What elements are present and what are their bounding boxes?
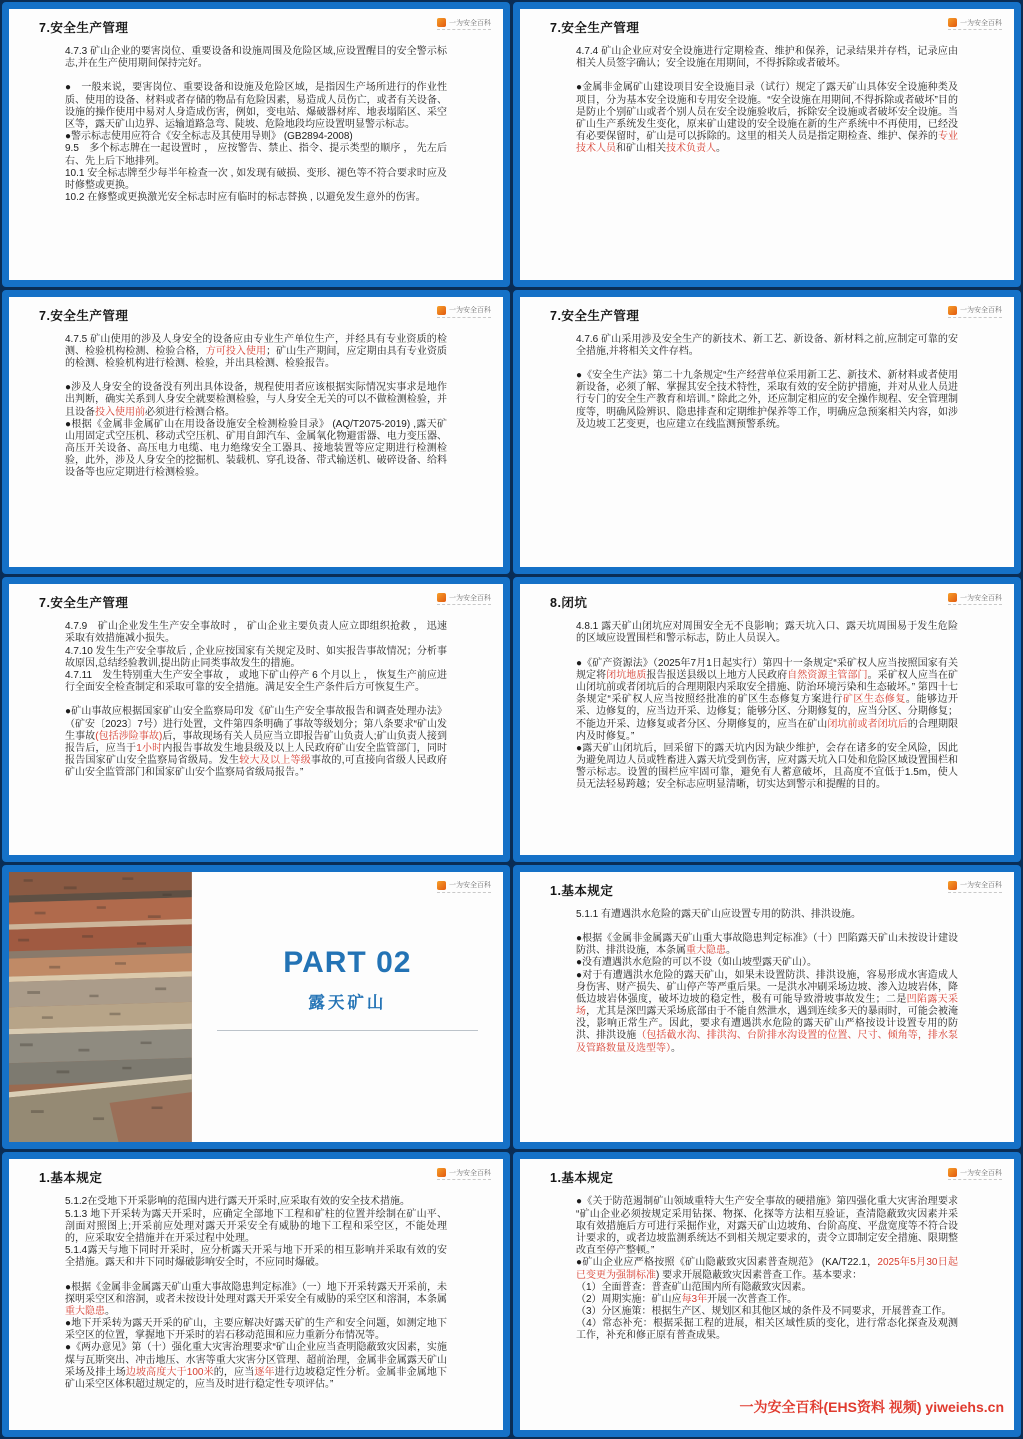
text-run: ●警示标志使用应符合《安全标志及其使用导则》 (GB2894-2008) <box>65 131 353 143</box>
text-run: 。 <box>716 143 726 155</box>
slide <box>513 2 1021 287</box>
paragraph <box>65 621 447 645</box>
paragraph <box>576 933 958 957</box>
red-highlight: 矿区生态修复 <box>842 694 906 706</box>
logo-mark-icon <box>948 1168 957 1177</box>
paragraph <box>65 131 447 143</box>
paragraph <box>576 82 958 155</box>
paragraph <box>576 46 958 70</box>
text-run: 9.5 多个标志牌在一起设置时 ， 应按警告、禁止、指令、提示类型的顺序 ， 先左后右、先上后下地排列。 <box>65 143 447 167</box>
brand-name: 一为安全百科 <box>960 19 1002 27</box>
slide-title: 1.基本规定 <box>550 1171 614 1186</box>
red-highlight: 自然资源主管部门 <box>787 669 868 681</box>
brand-name: 一为安全百科 <box>960 882 1002 890</box>
red-highlight: 边坡高度大于100米 <box>125 1366 214 1378</box>
slide-body <box>65 334 447 480</box>
paragraph <box>65 143 447 167</box>
paragraph <box>65 82 447 131</box>
text-run: ●根据《金属非金属露天矿山重大事故隐患判定标准》（十）凹陷露天矿山未按设计建设防洪、排洪设施，本条属 <box>576 932 958 957</box>
slide-header <box>520 584 1014 611</box>
slide-header <box>9 1159 503 1186</box>
text-run: 。能够边开采、边修复的，应当边开采、边修复；能够分区、分期修复的，应当分区、分期修复；不能边开采、边修复或者分区、分期修复的，应当在矿山 <box>576 694 958 730</box>
part-subtitle: 露天矿山 <box>308 993 387 1012</box>
brand-logo <box>437 306 491 318</box>
brand-logo <box>948 18 1002 30</box>
slide-header <box>520 9 1014 36</box>
slide-title: 1.基本规定 <box>550 883 614 898</box>
paragraph <box>576 1318 958 1342</box>
slide-body <box>65 1196 447 1391</box>
divider-rule <box>217 1030 478 1031</box>
text-run: ●《安全生产法》第二十九条规定“生产经营单位采用新工艺、新技术、新材料或者使用新设备，必须了解、掌握其安全技术特性，采取有效的安全防护措施，并对从业人员进行专门的安全生产教育和培训。” 除此之外，还应制定相应的安全操作规程、安全管理制度等，明确风险辨识、隐患排查和定期维护保养等工作，明确应急预案相关内容，如涉及边坡工艺变更，也应建立在线监测预警系统。 <box>576 369 958 430</box>
paragraph <box>65 1318 447 1342</box>
text-run: 10.1 安全标志牌至少每半年检查一次 , 如发现有破损、变形、褪色等不符合要求时应及时修整或更换。 <box>65 167 447 191</box>
paragraph <box>65 419 447 480</box>
logo-mark-icon <box>948 593 957 602</box>
brand-name: 一为安全百科 <box>449 594 491 602</box>
text-run: 后，事故现场有关人员应当立即报告矿山负责人;矿山负责人接到报告后，应当于 <box>65 730 447 754</box>
slide-body <box>576 334 958 431</box>
slide <box>513 290 1021 575</box>
text-run: 和矿山相关 <box>616 143 666 155</box>
text-run: 4.7.4 矿山企业应对安全设施进行定期检查、维护和保养，记录结果并存档，记录应由相关人员签字确认；安全设施在用期间，不得拆除或者破坏。 <box>576 46 958 70</box>
text-run: 4.7.11 发生特别重大生产安全事故 ， 或地下矿山停产 6 个月以上 ， 恢复生产前应进行全面安全检查制定和采取可靠的安全措施。满足安全生产条件后方可恢复生产。 <box>65 669 447 694</box>
brand-name: 一为安全百科 <box>449 882 491 890</box>
text-run: 。 <box>726 945 736 957</box>
text-run: 4.7.3 矿山企业的要害岗位、重要设备和设施周围及危险区域,应设置醒目的安全警示标志,并在生产使用期间保持完好。 <box>65 46 447 70</box>
paragraph <box>65 382 447 419</box>
section-divider-slide <box>2 865 510 1150</box>
logo-mark-icon <box>948 306 957 315</box>
red-highlight: 较大及以上等级 <box>239 755 311 767</box>
slide <box>513 865 1021 1150</box>
paragraph <box>65 168 447 192</box>
watermark-text: 一为安全百科(EHS资料 视频) yiweiehs.cn <box>739 1399 1004 1415</box>
red-highlight: (包括涉险事故) <box>95 730 163 742</box>
text-run: 进行边坡稳定性分析。金属非金属地下矿山采空区体积超过规定的，应当及时进行稳定性专项评估。” <box>65 1366 448 1391</box>
brand-logo <box>437 593 491 605</box>
text-run: ● 一般来说，要害岗位、重要设备和设施及危险区域，是指因生产场所进行的作业性质、使用的设备、材料或者存储的物品有危险因素，易造成人员伤亡，或者有关设备、设施的操作使用中易对人身造成伤害，例如，变电站、爆破器材库、地表塌陷区、采空区等，露天矿山边界、运输道路急弯、陡坡、危险地段均应设置明显警示标志。 <box>65 82 447 130</box>
slide <box>2 2 510 287</box>
logo-mark-icon <box>437 306 446 315</box>
text-run: 4.7.10 发生生产安全事故后 , 企业应按国家有关规定及时、如实报告事故情况；分析事故原因,总结经验教训,提出防止同类事故发生的措施。 <box>65 645 447 669</box>
text-run: 5.1.1 有遭遇洪水危险的露天矿山应设置专用的防洪、排洪设施。 <box>576 908 862 920</box>
slide-title: 7.安全生产管理 <box>39 21 129 35</box>
text-run: 事故的,可直接向省级人民政府矿山安全监管部门和国家矿山安个监察局省级局报告。” <box>65 755 448 779</box>
brand-logo <box>948 1168 1002 1180</box>
slide <box>513 1152 1021 1437</box>
paragraph <box>576 1306 958 1318</box>
text-run: ●矿山企业应严格按照《矿山隐蔽致灾因素普查规范》 (KA/T22.1， <box>576 1257 878 1269</box>
text-run: 4.8.1 露天矿山闭坑应对周围安全无不良影响；露天坑入口、露天坑周围易于发生危险的区域应设置围栏和警示标志，防止人员误入。 <box>576 621 958 645</box>
logo-mark-icon <box>437 593 446 602</box>
paragraph <box>65 1282 447 1319</box>
slide-header <box>9 9 503 36</box>
divider-panel <box>192 872 503 1143</box>
slide-title: 7.安全生产管理 <box>550 308 640 323</box>
slide <box>2 1152 510 1437</box>
logo-mark-icon <box>437 881 446 890</box>
text-run: ●《矿产资源法》（2025年7月1日起实行）第四十一条规定“采矿权人应当按照国家有关规定将 <box>576 657 958 681</box>
text-run: 。 <box>671 1042 681 1054</box>
paragraph <box>65 46 447 70</box>
paragraph <box>65 706 447 779</box>
text-run: （1）全面普查：普查矿山范围内所有隐蔽致灾因素。 <box>576 1281 812 1293</box>
red-highlight: 每3年 <box>681 1293 708 1305</box>
slide-header <box>520 1159 1014 1186</box>
paragraph <box>65 1196 447 1208</box>
text-run: ；矿山生产期间，应定期由具有专业资质的检测、检验机构进行检测、检验，并出具检测、检验报告。 <box>65 345 448 369</box>
red-highlight: 投入使用前 <box>95 406 145 418</box>
paragraph <box>576 334 958 358</box>
text-run: （4）常态补充：根据采掘工程的进展，相关区域性质的变化，进行常态化探查及观测工作，补充和修正原有普查成果。 <box>576 1318 958 1342</box>
paragraph <box>576 370 958 431</box>
red-highlight: 闭坑地质 <box>606 669 647 681</box>
text-run: ) 要求开展隐蔽致灾因素普查工作。基本要求： <box>656 1269 863 1281</box>
paragraph <box>576 970 958 1055</box>
slide-header <box>520 872 1014 899</box>
red-highlight: 方可投入使用 <box>205 345 267 357</box>
brand-name: 一为安全百科 <box>449 1169 491 1177</box>
paragraph <box>65 646 447 670</box>
text-run: 4.7.9 矿山企业发生生产安全事故时 ， 矿山企业主要负责人应立即组织抢救 ， 迅速采取有效措施减小损失。 <box>65 621 447 645</box>
text-run: ●没有遭遇洪水危险的可以不设（如山坡型露天矿山）。 <box>576 957 818 969</box>
paragraph <box>65 670 447 694</box>
text-run: ●矿山事故应根据国家矿山安全监察局印发《矿山生产安全事故报告和调查处理办法》（矿安〔2023〕7号）进行处置，文件第四条明确了事故等级划分；第八条要求“矿山发生事故 <box>65 706 447 742</box>
brand-logo <box>948 881 1002 893</box>
text-run: 必须进行检测合格。 <box>145 406 235 418</box>
slide-header <box>9 584 503 611</box>
paragraph <box>65 1209 447 1246</box>
text-run: 5.1.4露天与地下同时开采时，应分析露天开采与地下开采的相互影响并采取有效的安全措施。露天和井下同时爆破影响安全时，不应同时爆破。 <box>65 1245 447 1269</box>
paragraph <box>65 192 447 204</box>
slide-title: 7.安全生产管理 <box>39 596 129 611</box>
paragraph <box>576 658 958 743</box>
red-highlight: 重大隐患 <box>686 945 726 957</box>
red-highlight: （包括截水沟、排洪沟、台阶排水沟设置的位置、尺寸、倾角等，排水泵及管路数量及选型等） <box>576 1030 959 1054</box>
red-highlight: 技术负责人 <box>666 143 716 155</box>
red-highlight: 1小时 <box>136 742 163 754</box>
slide-header <box>9 297 503 324</box>
paragraph <box>576 1196 958 1257</box>
paragraph <box>576 957 958 969</box>
text-run: ●地下开采转为露天开采的矿山，主要应解决好露天矿的生产和安全问题，如测定地下采空区的位置，掌握地下开采时的岩石移动范围和应力重新分布情况等。 <box>65 1318 447 1342</box>
red-highlight: 闭坑前或者闭坑后 <box>827 718 908 730</box>
red-highlight: 逐年 <box>254 1366 275 1378</box>
paragraph <box>576 1282 958 1294</box>
brand-logo <box>948 306 1002 318</box>
slide-body <box>65 621 447 779</box>
slide-body <box>576 909 958 1055</box>
open-pit-mine-photo <box>9 872 192 1143</box>
text-run: ●涉及人身安全的设备没有列出具体设备，规程使用者应该根据实际情况实事求是地作出判断，确实关系到人身安全就要检测检验，与人身安全无关的可以不做检测检验，并且设备 <box>65 382 447 418</box>
text-run: 的，应当 <box>213 1366 255 1378</box>
text-run: ●《关于防范遏制矿山领域重特大生产安全事故的硬措施》第四强化重大灾害治理要求“矿山企业必须按规定采用钻探、物探、化探等方法相互验证，查清隐蔽致灾因素并采取有效措施后方可进行采掘作业，对露天矿山边坡角、台阶高度、平盘宽度等不符合设计要求的，或者边坡监测系统达不到相关规定要求的，责令立即制定安全措施、限期整改直至停产整顿。” <box>576 1196 958 1257</box>
slide <box>2 577 510 862</box>
brand-name: 一为安全百科 <box>960 594 1002 602</box>
brand-name: 一为安全百科 <box>449 19 491 27</box>
brand-logo <box>437 18 491 30</box>
text-run: （2）周期实施：矿山应 <box>576 1293 682 1305</box>
brand-logo <box>437 881 491 893</box>
slide-title: 1.基本规定 <box>39 1171 103 1186</box>
text-run: ●金属非金属矿山建设项目安全设施目录（试行）规定了露天矿山具体安全设施种类及项目，分为基本安全设施和专用安全设施。“安全设施在用期间,不得拆除或者破坏”目的是防止个别矿山或者个别人员在安全设施验收后，拆除安全设施或者破坏安全设施。当矿山生产系统发生变化，原来矿山建设的安全设施在新的生产系统中不再使用，已经没有必要保留时，矿山是可以拆除的。这里的相关人员是指定期检查、维护、保养的 <box>576 82 958 143</box>
text-run: ●根据《金属非金属露天矿山重大事故隐患判定标准》（一）地下开采转露天开采前，未探明采空区和溶洞，或者未按设计处理对露天开采安全有威胁的采空区和溶洞，本条属 <box>65 1281 447 1305</box>
logo-mark-icon <box>948 18 957 27</box>
text-run: （3）分区施策：根据生产区、规划区和其他区域的条件及不同要求，开展普查工作。 <box>576 1306 952 1318</box>
text-run: 开展一次普查工作。 <box>707 1293 798 1305</box>
brand-logo <box>948 593 1002 605</box>
slide <box>2 290 510 575</box>
text-run: 10.2 在修整或更换激光安全标志时应有临时的标志替换 , 以避免发生意外的伤害。 <box>65 192 426 204</box>
red-highlight: 专业技术人员 <box>576 131 959 155</box>
logo-mark-icon <box>437 18 446 27</box>
part-number-title: PART 02 <box>283 945 412 979</box>
text-run: 5.1.3 地下开采转为露天开采时，应确定全部地下工程和矿柱的位置并绘制在矿山平、剖面对照图上;开采前应处理对露天开采安全有威胁的地下工程和采空区，不能处理的，应采取安全措施并在开采过程中处理。 <box>65 1208 447 1244</box>
logo-mark-icon <box>948 881 957 890</box>
text-run: 。 <box>105 1305 115 1317</box>
slide-title: 7.安全生产管理 <box>39 308 129 323</box>
text-run: ●《两办意见》第（十）强化重大灾害治理要求“矿山企业应当查明隐蔽致灾因素，实施煤与瓦斯突出、冲击地压、水害等重大灾害分区管理、超前治理，金属非金属露天矿山采场及排土场 <box>65 1342 447 1378</box>
text-run: 内报告事故发生地县级及以上人民政府矿山安全监管部门，同时报告国家矿山安全监察局省级局。发生 <box>65 742 448 767</box>
paragraph <box>576 621 958 645</box>
slide-body <box>576 621 958 791</box>
text-run: 。采矿权人应当在矿山闭坑前或者闭坑后的合理期限内采取安全措施、防治环境污染和生态破坏。” 第四十七条规定“采矿权人应当按照经批准的矿区生态修复方案进行 <box>576 669 959 706</box>
slide <box>513 577 1021 862</box>
paragraph <box>576 1294 958 1306</box>
paragraph <box>576 1257 958 1281</box>
brand-name: 一为安全百科 <box>960 1169 1002 1177</box>
red-highlight: 2025年5月30日起已变更为强制标准 <box>576 1257 958 1281</box>
text-run: ，尤其是深凹露天采场底部由于不能自然泄水，遇到连续多天的暴雨时，可能会被淹没，影响正常生产。因此，要求有遭遇洪水危险的露天矿山严格按设计设置专用的防洪、排洪设施 <box>576 1006 959 1042</box>
text-run: ●根据《金属非金属矿山在用设备设施安全检测检验目录》 (AQ/T2075-2019) ,露天矿山用固定式空压机、移动式空压机、矿用自卸汽车、金属氧化物避雷器、电力变压器、高压开关设备、高压电力电缆、电力绝缘安全工器具、接地装置等应定期进行检测检验，此外，涉及人身安全的挖掘机、装载机、穿孔设备、带式输送机、破碎设备、给料设备等也应定期进行检测检验。 <box>65 418 447 479</box>
text-run: ●露天矿山闭坑后，回采留下的露天坑内因为缺少维护，会存在诸多的安全风险，因此为避免周边人员或牲畜进入露天坑受到伤害，应对露天坑入口处和危险区域设置围栏和警示标志。设置的围栏应牢固可靠，避免有人蓄意破坏，且高度不宜低于1.5m，使人员无法轻易跨越；安全标志应明显清晰，切实达到警示和提醒的目的。 <box>576 742 958 791</box>
slide-body <box>65 46 447 204</box>
red-highlight: 重大隐患 <box>65 1305 105 1317</box>
brand-name: 一为安全百科 <box>960 307 1002 315</box>
brand-name: 一为安全百科 <box>449 307 491 315</box>
text-run: 5.1.2在受地下开采影响的范围内进行露天开采时,应采取有效的安全技术措施。 <box>65 1196 411 1208</box>
text-run: 4.7.5 矿山使用的涉及人身安全的设备应由专业生产单位生产，并经具有专业资质的检测、检验机构检测、检验合格， <box>65 333 447 357</box>
slide-header <box>520 297 1014 324</box>
red-highlight: 凹陷露天采场 <box>576 993 959 1018</box>
paragraph <box>576 909 958 921</box>
text-run: ●对于有遭遇洪水危险的露天矿山，如果未设置防洪、排洪设施，容易形成水害造成人身伤害、财产损失、矿山停产等严重后果。一是洪水冲刷采场边坡、渗入边坡岩体，降低边坡岩体强度，破坏边坡的稳定性，极有可能导致滑坡事故发生；二是 <box>576 969 958 1005</box>
paragraph <box>65 334 447 371</box>
paragraph <box>576 743 958 792</box>
text-run: 的合理期限内及时修复。” <box>576 718 959 742</box>
slide-body <box>576 46 958 156</box>
paragraph <box>65 1245 447 1269</box>
text-run: 4.7.6 矿山采用涉及安全生产的新技术、新工艺、新设备、新材料之前,应制定可靠的安全措施,并将相关文件存档。 <box>576 333 958 357</box>
logo-mark-icon <box>437 1168 446 1177</box>
text-run: 报告报送县级以上地方人民政府 <box>646 669 788 681</box>
slide-title: 7.安全生产管理 <box>550 21 640 35</box>
slide-body <box>576 1196 958 1342</box>
slide-title: 8.闭坑 <box>550 596 588 611</box>
paragraph <box>65 1342 447 1391</box>
brand-logo <box>437 1168 491 1180</box>
